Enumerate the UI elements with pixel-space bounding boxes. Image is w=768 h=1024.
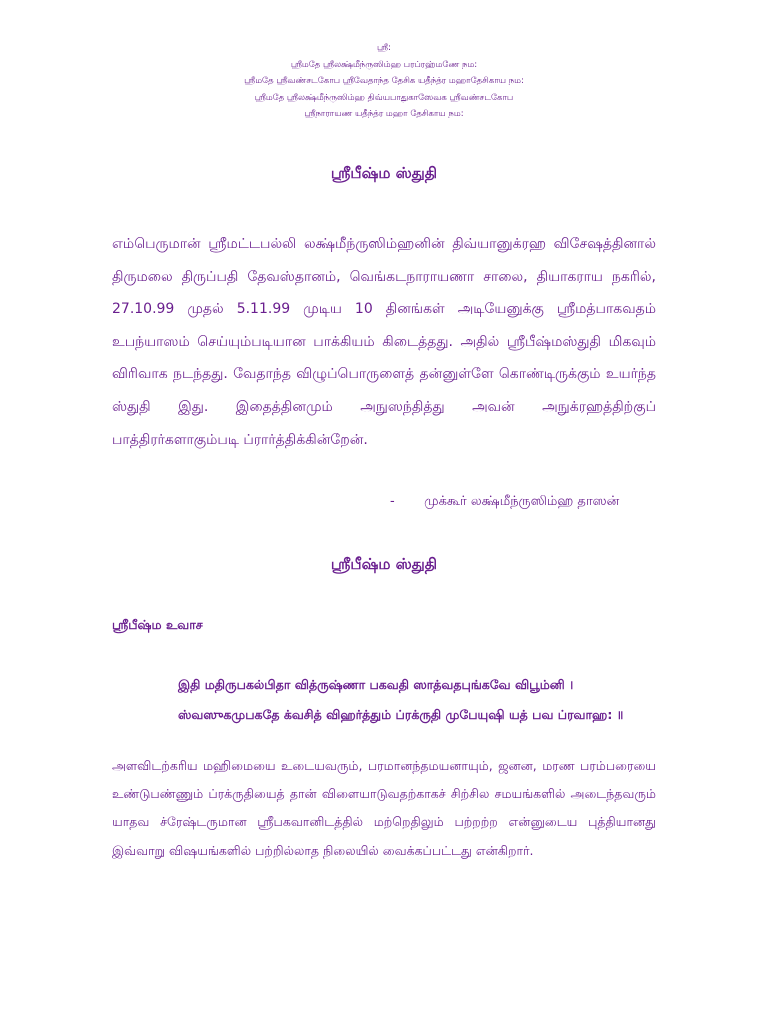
signature-line — [390, 494, 656, 510]
commentary-paragraph: அளவிடற்கரிய மஹிமையை உடையவரும், பரமானந்தமயனாயும், ஜனன, மரண பரம்பரையை உண்டுபண்ணும் ப்ரக்ருதியைத் தான் விளையாடுவதற்காகச் சிற்சில சமயங்களில் அடைந்தவரும் யாதவ ச்ரேஷ்டருமான ஸ்ரீபகவானிடத்தில் மற்றெதிலும் பற்றற்ற என்னுடைய புத்தியானது இவ்வாறு விஷயங்களில் பற்றில்லாத நிலையில் வைக்கப்பட்டது என்கிறார். — [112, 758, 656, 858]
speaker-label: ஸ்ரீபீஷ்ம உவாச — [112, 617, 203, 632]
intro-section — [112, 228, 656, 456]
verse-line: இதி மதிருபகல்பிதா வித்ருஷ்ணா பகவதி ஸாத்வதபுங்கவே விபூம்னி । — [178, 677, 574, 692]
header-line: ஸ்ரீமதே ஸ்ரீலக்ஷ்மீந்ருஸிம்ஹ பரப்ரஹ்மணே நம: — [290, 59, 478, 70]
header-line: ஸ்ரீநாராயண யதீந்த்ர மஹா தேசிகாய நம: — [304, 109, 464, 119]
sloka-verse — [178, 670, 658, 730]
signature-dash: - — [390, 494, 395, 509]
section-title: ஸ்ரீபீஷ்ம ஸ்துதி — [330, 555, 438, 573]
header-line: ஸ்ரீமதே ஸ்ரீவண்சடகோப ஸ்ரீவேதாந்த தேசிக யதீந்த்ர மஹாதேசிகாய நம: — [244, 76, 524, 86]
intro-paragraph: எம்பெருமான் ஸ்ரீமட்டபல்லி லக்ஷ்மீந்ருஸிம்ஹனின் திவ்யானுக்ரஹ விசேஷத்தினால் திருமலை திருப்பதி தேவஸ்தானம், வெங்கடநாராயணா சாலை, தியாகராய நகரில், 27.10.99 முதல் 5.11.99 முடிய 10 தினங்கள் அடியேனுக்கு ஸ்ரீமத்பாகவதம் உபந்யாஸம் செய்யும்படியான பாக்கியம் கிடைத்தது. அதில் ஸ்ரீபீஷ்மஸ்துதி மிகவும் விரிவாக நடந்தது. வேதாந்த விழுப்பொருளைத் தன்னுள்ளே கொண்டிருக்கும் உயர்ந்த ஸ்துதி இது. இதைத்தினமும் அநுஸந்தித்து அவன் அநுக்ரஹத்திற்குப் பாத்திரர்களாகும்படி ப்ரார்த்திக்கின்றேன். — [112, 236, 656, 448]
page-title: ஸ்ரீபீஷ்ம ஸ்துதி — [330, 164, 438, 182]
header-line: ஸ்ரீ: — [377, 43, 391, 53]
invocation-header — [0, 40, 768, 123]
verse-line: ஸ்வஸுகமுபகதே க்வசித் விஹர்த்தும் ப்ரக்ருதி முபேயுஷி யத் பவ ப்ரவாஹ: ॥ — [178, 707, 624, 722]
signature-name: முக்கூர் லக்ஷ்மீந்ருஸிம்ஹ தாஸன் — [424, 494, 620, 509]
header-line: ஸ்ரீமதே ஸ்ரீலக்ஷ்மீந்ருஸிம்ஹ திவ்யபாதுகாஸேவக ஸ்ரீவண்சடகோப — [254, 92, 514, 103]
commentary-section — [112, 752, 656, 865]
